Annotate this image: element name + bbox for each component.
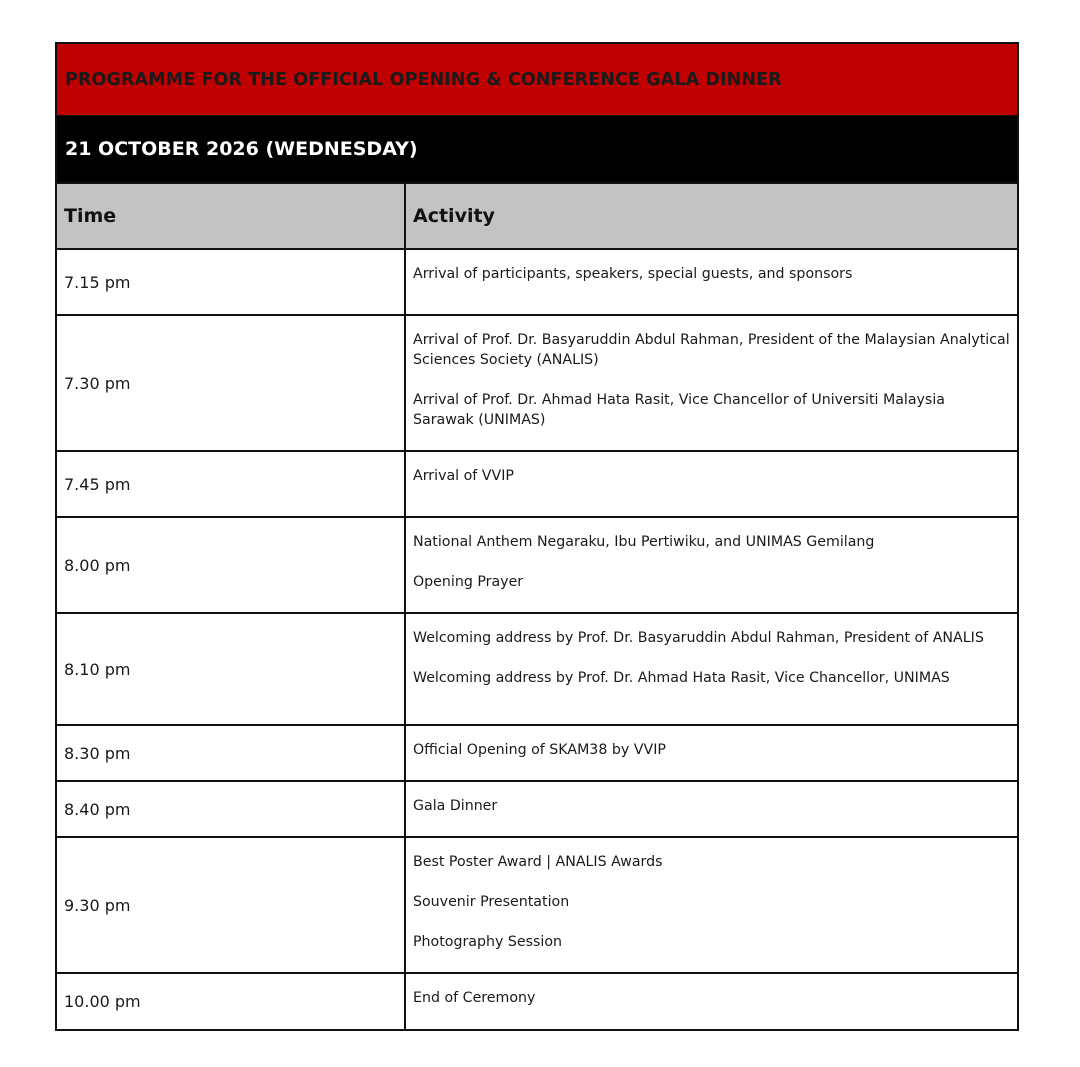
activity-column-header: Activity: [405, 183, 1017, 249]
programme-title: PROGRAMME FOR THE OFFICIAL OPENING & CONFERENCE GALA DINNER: [65, 69, 782, 90]
time-cell: 10.00 pm: [57, 973, 405, 1029]
activity-item: Official Opening of SKAM38 by VVIP: [413, 742, 666, 758]
title-band: [57, 44, 1017, 116]
time-cell: 8.10 pm: [57, 613, 405, 725]
activity-item: Welcoming address by Prof. Dr. Basyaruddin Abdul Rahman, President of ANALIS: [413, 630, 984, 646]
time-cell: 8.00 pm: [57, 517, 405, 613]
table-row: [57, 973, 1017, 1029]
programme-date: 21 OCTOBER 2026 (WEDNESDAY): [65, 138, 418, 160]
schedule-body: [57, 249, 1017, 1029]
activity-cell: [405, 451, 1017, 517]
activity-item: Opening Prayer: [413, 574, 524, 590]
activity-cell: [405, 613, 1017, 725]
table-row: [57, 781, 1017, 837]
activity-item: Arrival of participants, speakers, special guests, and sponsors: [413, 266, 853, 282]
table-row: [57, 613, 1017, 725]
activity-cell: [405, 781, 1017, 837]
time-cell: 7.30 pm: [57, 315, 405, 451]
table-row: [57, 725, 1017, 781]
table-row: [57, 249, 1017, 315]
activity-item: National Anthem Negaraku, Ibu Pertiwiku, and UNIMAS Gemilang: [413, 534, 875, 550]
activity-item: Souvenir Presentation: [413, 894, 570, 910]
table-row: [57, 315, 1017, 451]
activity-item: Arrival of Prof. Dr. Basyaruddin Abdul Rahman, President of the Malaysian Analytical Sciences Society (ANALIS): [413, 332, 1010, 368]
header-row: [57, 183, 1017, 249]
activity-item: Photography Session: [413, 934, 563, 950]
activity-cell: [405, 725, 1017, 781]
date-band: [57, 116, 1017, 182]
activity-cell: [405, 517, 1017, 613]
activity-item: Arrival of Prof. Dr. Ahmad Hata Rasit, Vice Chancellor of Universiti Malaysia Sarawak (UNIMAS): [413, 392, 945, 428]
time-cell: 8.40 pm: [57, 781, 405, 837]
activity-item: Gala Dinner: [413, 798, 498, 814]
time-column-header: Time: [57, 183, 405, 249]
activity-item: End of Ceremony: [413, 990, 536, 1006]
time-cell: 9.30 pm: [57, 837, 405, 973]
programme-table: [55, 42, 1019, 1031]
activity-item: Best Poster Award | ANALIS Awards: [413, 854, 663, 870]
activity-cell: [405, 249, 1017, 315]
time-cell: 8.30 pm: [57, 725, 405, 781]
schedule-table: [57, 182, 1017, 1029]
activity-item: Welcoming address by Prof. Dr. Ahmad Hata Rasit, Vice Chancellor, UNIMAS: [413, 670, 950, 686]
table-row: [57, 451, 1017, 517]
activity-cell: [405, 837, 1017, 973]
time-cell: 7.45 pm: [57, 451, 405, 517]
table-row: [57, 517, 1017, 613]
activity-cell: [405, 315, 1017, 451]
activity-item: Arrival of VVIP: [413, 468, 514, 484]
activity-cell: [405, 973, 1017, 1029]
table-row: [57, 837, 1017, 973]
time-cell: 7.15 pm: [57, 249, 405, 315]
